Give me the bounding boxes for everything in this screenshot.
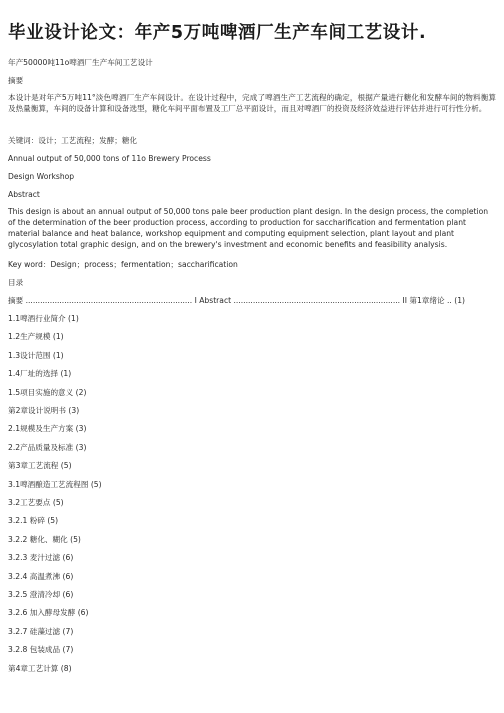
toc-entry[interactable]: 3.2工艺要点 (5) bbox=[8, 498, 64, 507]
toc-entry[interactable]: 1.3设计范围 (1) bbox=[8, 350, 64, 360]
keywords-cn: 关键词：设计；工艺流程；发酵；糖化 bbox=[8, 136, 138, 145]
toc-entry[interactable]: 1.5项目实施的意义 (2) bbox=[8, 387, 87, 397]
abstract-heading-en: Abstract bbox=[8, 190, 40, 199]
toc-first-line: 摘要 ..................................................................... I Abstract ..................................................................... II 第1章绪论 .. (1) bbox=[8, 296, 465, 305]
toc-entry[interactable]: 3.2.8 包装成品 (7) bbox=[8, 645, 74, 655]
toc-entry[interactable]: 3.2.6 加入酵母发酵 (6) bbox=[8, 608, 89, 618]
english-title: Annual output of 50,000 tons of 11o Brewery Process bbox=[8, 154, 211, 163]
toc-heading: 目录 bbox=[8, 278, 24, 287]
toc-entry[interactable]: 3.1啤酒酿造工艺流程图 (5) bbox=[8, 479, 102, 489]
abstract-text-cn: 本设计是对年产5万吨11°淡色啤酒厂生产车间设计。在设计过程中，完成了啤酒生产工艺流程的确定，根据产量进行糖化和发酵车间的物料衡算及热量衡算，车间的设备计算和设备选型，糖化车间平面布置及工厂总平面设计，而且对啤酒厂的投资及经济效益进行评估并进行可行性分析。 bbox=[8, 93, 496, 113]
abstract-heading-cn: 摘要 bbox=[8, 76, 24, 85]
keywords-en: Key word：Design；process；fermentation；saccharification bbox=[8, 260, 238, 269]
toc-entry[interactable]: 3.2.2 糖化、糊化 (5) bbox=[8, 534, 81, 544]
toc-entry[interactable]: 3.2.5 澄清冷却 (6) bbox=[8, 590, 74, 599]
toc-entry[interactable]: 第2章设计说明书 (3) bbox=[8, 406, 80, 415]
toc-entry[interactable]: 第3章工艺流程 (5) bbox=[8, 461, 72, 471]
toc-entry[interactable]: 3.2.3 麦汁过滤 (6) bbox=[8, 553, 74, 563]
toc-entry[interactable]: 2.1规模及生产方案 (3) bbox=[8, 424, 87, 434]
toc-entry[interactable]: 1.2生产规模 (1) bbox=[8, 332, 64, 342]
document-title: 毕业设计论文：年产5万吨啤酒厂生产车间工艺设计. bbox=[8, 23, 427, 43]
toc-entry[interactable]: 3.2.7 硅藻过滤 (7) bbox=[8, 626, 74, 636]
abstract-text-en: This design is about an annual output of 50,000 tons pale beer production plant design. In the design process, the completion of the determination of the beer production process, according to production for saccharification and fermentation plant material balance and heat balance, workshop equipment and computing equipment selection, plant layout and plant glycosylation total graphic design, and on the brewery's investment and economic benefits and feasibility analysis. bbox=[8, 207, 489, 249]
toc-entry[interactable]: 1.4厂址的选择 (1) bbox=[8, 369, 72, 379]
toc-entry[interactable]: 3.2.1 粉碎 (5) bbox=[8, 516, 59, 526]
toc-entry[interactable]: 第4章工艺计算 (8) bbox=[8, 663, 72, 673]
design-workshop-label: Design Workshop bbox=[8, 172, 75, 181]
toc-entry[interactable]: 3.2.4 高温煮沸 (6) bbox=[8, 571, 74, 581]
toc-entry[interactable]: 2.2产品质量及标准 (3) bbox=[8, 442, 87, 452]
toc-entry[interactable]: 1.1啤酒行业简介 (1) bbox=[8, 314, 79, 323]
subtitle-cn: 年产50000吨11o啤酒厂生产车间工艺设计 bbox=[8, 58, 153, 67]
